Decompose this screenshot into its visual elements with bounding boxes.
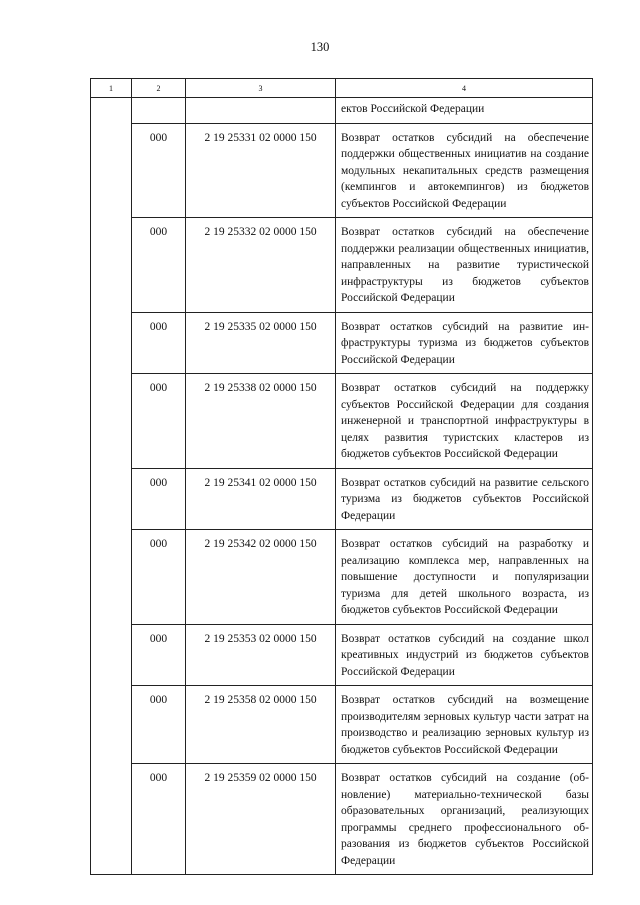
description-cell: Возврат остатков субсидий на обеспечение поддержки общественных инициатив на создание модульных некапитальных средств размещения (кемпингов и автокемпингов) из бюджетов субъектов Российской Федерации: [336, 123, 593, 218]
table-row: [91, 764, 593, 875]
page-number: 130: [310, 40, 330, 54]
description-cell: Возврат остатков субсидий на развитие сельского туризма из бюджетов субъектов Российской Федерации: [336, 468, 593, 530]
kbk-code-cell: 2 19 25358 02 0000 150: [186, 686, 336, 764]
column-header-3: 3: [186, 79, 336, 98]
admin-code-cell: 000: [132, 123, 186, 218]
admin-code-cell: 000: [132, 686, 186, 764]
description-cell: Возврат остатков субсидий на создание (обновление) материально-технической базы образовательных организаций, реализующих программы среднего профессионального образования из бюджетов субъектов Российской Федерации: [336, 764, 593, 875]
table-row: [91, 374, 593, 469]
kbk-code-cell: 2 19 25332 02 0000 150: [186, 218, 336, 313]
table-row: [91, 468, 593, 530]
kbk-code-cell: 2 19 25341 02 0000 150: [186, 468, 336, 530]
kbk-code-cell: 2 19 25359 02 0000 150: [186, 764, 336, 875]
admin-code-cell: 000: [132, 764, 186, 875]
table-row: [91, 686, 593, 764]
budget-classification-table: [90, 78, 593, 875]
description-cell: Возврат остатков субсидий на возмещение производителям зерновых культур части затрат на производство и реализацию зерновых культур из бюджетов субъектов Российской Федерации: [336, 686, 593, 764]
column-1-cell: [91, 98, 132, 875]
continuation-description: ектов Российской Федерации: [336, 98, 593, 124]
column-header-1: 1: [91, 79, 132, 98]
admin-code-cell: 000: [132, 624, 186, 686]
table-row: [91, 218, 593, 313]
continuation-row: [91, 98, 593, 124]
description-cell: Возврат остатков субсидий на разработку и реализацию комплекса мер, направленных на повышение доступности и популяризации туризма для детей школьного возраста, из бюджетов субъектов Российской Федерации: [336, 530, 593, 625]
table-row: [91, 312, 593, 374]
table-row: [91, 123, 593, 218]
continuation-kbk-cell: [186, 98, 336, 124]
admin-code-cell: 000: [132, 312, 186, 374]
table-row: [91, 624, 593, 686]
admin-code-cell: 000: [132, 374, 186, 469]
description-cell: Возврат остатков субсидий на создание школ креативных индустрий из бюджетов субъектов Российской Федерации: [336, 624, 593, 686]
kbk-code-cell: 2 19 25342 02 0000 150: [186, 530, 336, 625]
table-header-row: [91, 79, 593, 98]
table-row: [91, 530, 593, 625]
admin-code-cell: 000: [132, 468, 186, 530]
description-cell: Возврат остатков субсидий на развитие инфраструктуры туризма из бюджетов субъектов Российской Федерации: [336, 312, 593, 374]
admin-code-cell: 000: [132, 530, 186, 625]
description-cell: Возврат остатков субсидий на обеспечение поддержки реализации общественных инициатив, направленных на развитие туристической инфраструктуры из бюджетов субъектов Российской Федерации: [336, 218, 593, 313]
kbk-code-cell: 2 19 25353 02 0000 150: [186, 624, 336, 686]
description-cell: Возврат остатков субсидий на поддержку субъектов Российской Федерации для создания инженерной и транспортной инфраструктуры в целях развития туристских кластеров из бюджетов субъектов Российской Федерации: [336, 374, 593, 469]
table-body: [91, 98, 593, 875]
kbk-code-cell: 2 19 25338 02 0000 150: [186, 374, 336, 469]
column-header-2: 2: [132, 79, 186, 98]
column-header-4: 4: [336, 79, 593, 98]
continuation-code-cell: [132, 98, 186, 124]
admin-code-cell: 000: [132, 218, 186, 313]
kbk-code-cell: 2 19 25335 02 0000 150: [186, 312, 336, 374]
kbk-code-cell: 2 19 25331 02 0000 150: [186, 123, 336, 218]
